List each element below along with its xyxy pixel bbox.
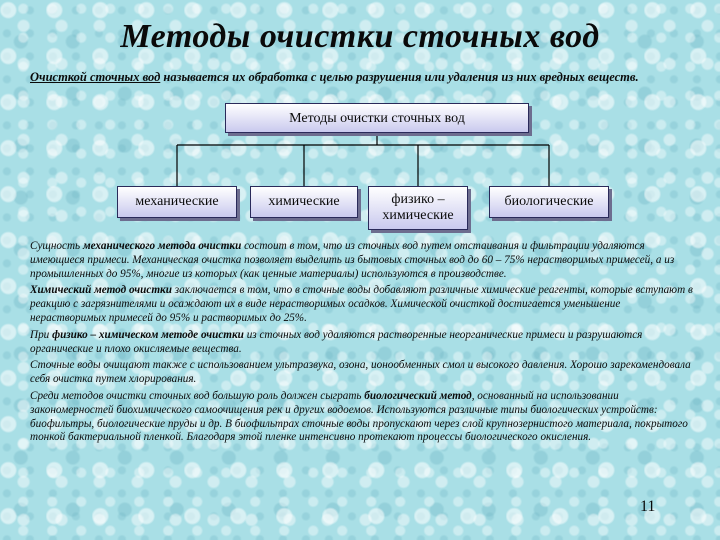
method-term: Химический метод очистки (30, 284, 172, 297)
page-number: 11 (640, 498, 656, 515)
slide-title: Методы очистки сточных вод (120, 18, 600, 55)
diagram-node-physchem: физико – химические (368, 186, 468, 230)
diagram-root-node: Методы очистки сточных вод (225, 103, 529, 133)
body-paragraph (30, 359, 696, 387)
body-paragraph (30, 284, 696, 325)
paragraph-text: Сточные воды очищают также с использованием ультразвука, озона, ионообменных смол и высокого давления. Хорошо зарекомендовала себя очистка путем хлорирования. (30, 359, 691, 386)
body-paragraph (30, 240, 696, 281)
paragraph-text: , основанный на использовании закономерностей биохимического самоочищения рек и других водоемов. Используются различные типы биологических устройств: биофильтры, биологические пруды и др. В биофильтрах сточные воды пропускают через слой крупнозернистого материала, покрытого тонкой бактериальной пленкой. Благодаря этой пленке интенсивно протекают процессы биологического окисления. (30, 389, 688, 444)
diagram-node-chemical: химические (250, 186, 358, 218)
paragraph-text: При (30, 328, 53, 341)
diagram-node-mechanical: механические (117, 186, 237, 218)
paragraph-text: Сущность (30, 240, 83, 252)
definition-term: Очисткой сточных вод (30, 70, 161, 84)
method-term: механического метода очистки (82, 240, 242, 252)
body-paragraph (30, 390, 696, 445)
method-term: физико – химическом методе очистки (52, 328, 244, 341)
paragraph-text: из сточных вод удаляются растворенные неорганические примеси и разрушаются органические и плохо окисляемые вещества. (30, 328, 643, 355)
paragraph-text: Среди методов очистки сточных вод большую роль должен сыграть (30, 389, 365, 402)
paragraph-text: заключается в том, что в сточные воды добавляют различные химические реагенты, которые вступают в реакцию с загрязнителями и осаждают их в виде нерастворимых осадков. Химической очисткой достигается уменьшение нерастворимых примесей до 95% и растворимых до 25%. (30, 284, 693, 324)
body-paragraph (30, 329, 696, 357)
paragraph-text: состоит в том, что из сточных вод путем отстаивания и фильтрации удаляются имеющиеся примеси. Механическая очистка позволяет выделить из бытовых сточных вод до 60 – 75% нерастворимых примесей, а из промышленных до 95%, многие из которых (как ценные материалы) используются в производстве. (30, 240, 675, 280)
body-text (30, 240, 696, 448)
diagram-node-biological: биологические (489, 186, 609, 218)
definition-rest: называется их обработка с целью разрушения или удаления из них вредных веществ. (160, 70, 639, 84)
method-term: биологический метод (364, 389, 472, 402)
